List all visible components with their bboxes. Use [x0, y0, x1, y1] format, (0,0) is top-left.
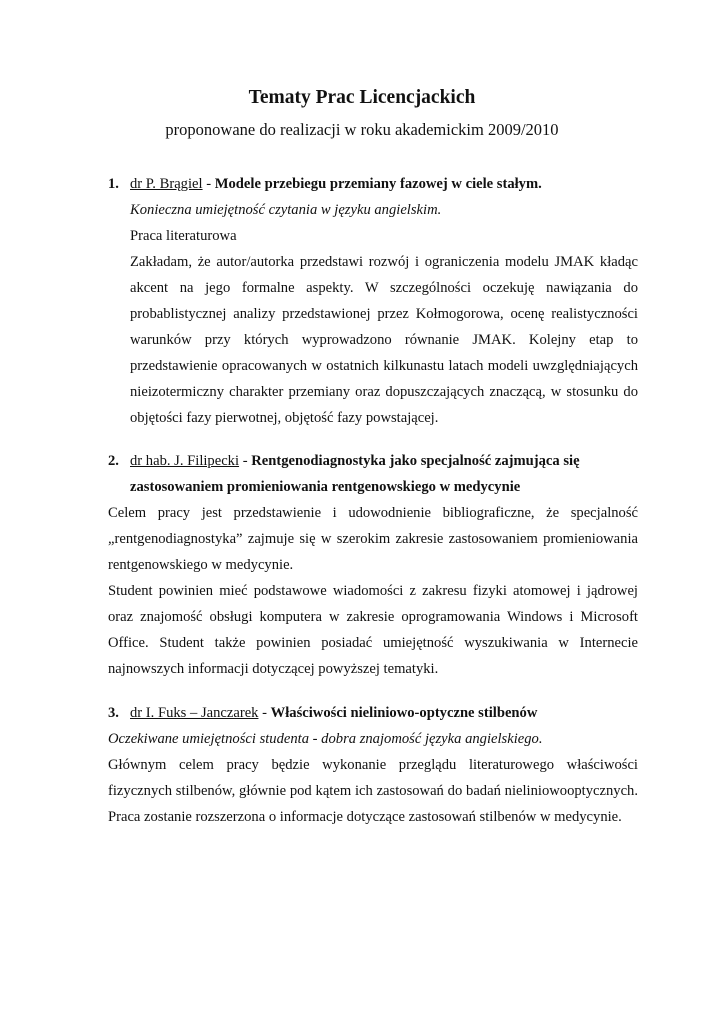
- topic-description: Zakładam, że autor/autorka przedstawi rozwój i ograniczenia modelu JMAK kładąc akcent na jego formalne aspekty. W szczególności oczekuję nawiązania do probablistycznej analizy przedstawionej przez Kołmogorowa, ocenę realistyczności warunków przy których wyprowadzono równanie JMAK. Kolejny etap to przedstawienie opracowanych w ostatnich kilkunastu latach modeli uwzględniających nieizotermiczny charakter przemiany oraz dopuszczających znaczącą, w stosunku do objętości fazy pierwotnej, objętość fazy powstającej.: [130, 254, 638, 426]
- topic-number: 3.: [108, 705, 119, 721]
- supervisor-name: dr I. Fuks – Janczarek: [130, 705, 259, 721]
- separator: -: [239, 453, 252, 469]
- document-title: Tematy Prac Licencjackich: [248, 87, 476, 108]
- topic-requirements-paragraph: Student powinien mieć podstawowe wiadomości z zakresu fizyki atomowej i jądrowej oraz znajomość obsługi komputera w zakresie oprogramowania Windows i Microsoft Office. Student także powinien posiadać umiejętność wyszukiwania w Internecie najnowszych informacji dotyczącej powyższej tematyki.: [108, 583, 638, 677]
- supervisor-name: dr hab. J. Filipecki: [130, 453, 240, 469]
- topic-heading: [108, 171, 638, 197]
- topic-section-3: [108, 700, 638, 830]
- topic-section-1: [108, 171, 638, 431]
- topic-title: Właściwości nieliniowo-optyczne stilbenów: [270, 705, 538, 721]
- topic-description-paragraph: Celem pracy jest przedstawienie i udowodnienie bibliograficzne, że specjalność „rentgenodiagnostyka” zajmuje się w szerokim zakresie zastosowaniem promieniowania rentgenowskiego w medycynie.: [108, 505, 638, 573]
- topic-number: 2.: [108, 453, 119, 469]
- topic-description: Głównym celem pracy będzie wykonanie przeglądu literaturowego właściwości fizycznych stilbenów, głównie pod kątem ich zastosowań do badań nieliniowooptycznych. Praca zostanie rozszerzona o informacje dotyczące zastosowań stilbenów w medycynie.: [108, 757, 638, 825]
- topic-number: 1.: [108, 176, 119, 192]
- topic-heading: [108, 700, 638, 726]
- topic-title: Modele przebiegu przemiany fazowej w ciele stałym.: [214, 176, 542, 192]
- requirement-text: Oczekiwane umiejętności studenta - dobra znajomość języka angielskiego.: [108, 731, 543, 747]
- separator: -: [202, 176, 215, 192]
- requirement-text: Konieczna umiejętność czytania w języku angielskim.: [130, 202, 442, 218]
- topic-heading: [108, 448, 638, 500]
- topic-title: Rentgenodiagnostyka jako specjalność zajmująca się zastosowaniem promieniowania rentgenowskiego w medycynie: [130, 453, 580, 495]
- supervisor-name: dr P. Brągiel: [130, 176, 203, 192]
- work-type: Praca literaturowa: [130, 228, 237, 244]
- document-subtitle: proponowane do realizacji w roku akademickim 2009/2010: [165, 120, 559, 139]
- topic-section-2: [108, 448, 638, 682]
- separator: -: [258, 705, 271, 721]
